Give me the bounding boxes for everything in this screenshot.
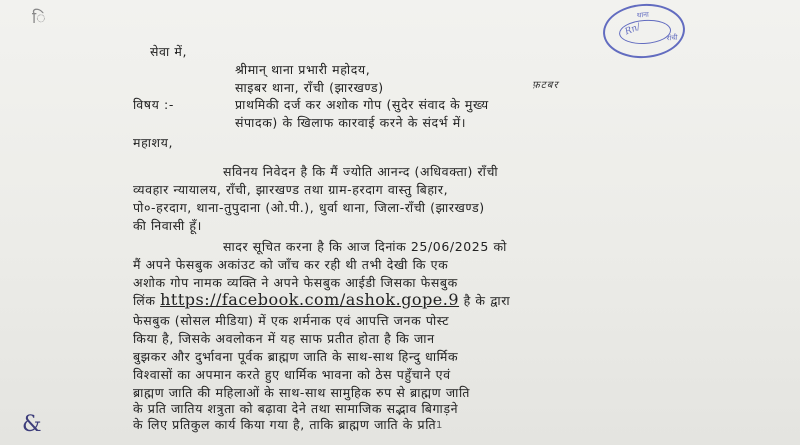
para2-line-8: विश्वासों का अपमान करते हुए धार्मिक भावना को ठेस पहुँचाने एवं	[133, 367, 451, 382]
facebook-profile-link[interactable]: https://facebook.com/ashok.gope.9	[160, 290, 460, 309]
para2-line-10: के प्रति जातिय शत्रुता को बढ़ावा देने तथा सामाजिक सद्भाव बिगाड़ने	[133, 401, 459, 416]
para1-line-2: व्यवहार न्यायालय, राँची, झारखण्ड तथा ग्राम-हरदाग वास्तु बिहार,	[133, 182, 449, 197]
link-suffix: है के द्वारा	[463, 293, 511, 308]
subject-line-1	[235, 96, 745, 113]
para2-line-11: के लिए प्रतिकुल कार्य किया गया है, ताकि ब्राह्मण जाति के प्रति	[133, 417, 437, 432]
para2-line-4	[133, 290, 510, 309]
subject-label: विषय :-	[133, 97, 174, 112]
stamp-right-text: रांची	[666, 33, 678, 43]
para2-line-9: ब्राह्मण जाति की महिलाओं के साथ-साथ सामुहिक रुप से ब्राह्मण जाति	[133, 385, 470, 400]
para2-line-1: सादर सूचित करना है कि आज दिनांक 25/06/2025 को	[223, 239, 507, 254]
salutation-to: सेवा में,	[150, 44, 188, 59]
bottom-handwritten-mark: &	[22, 412, 42, 437]
para2-line-5: फेसबुक (सोसल मीडिया) में एक शर्मनाक एवं आपत्ति जनक पोस्ट	[133, 313, 450, 328]
subject-correction: फ़टबर	[532, 80, 559, 91]
subject-line-1-text: प्राथमिकी दर्ज कर अशोक गोप (सुदेर संवाद के मुख्य	[235, 97, 489, 112]
page-number: 1	[436, 420, 443, 431]
addressee-line-1: श्रीमान् थाना प्रभारी महोदय,	[235, 62, 371, 77]
corner-mark: ि	[32, 8, 46, 27]
para2-line-3: अशोक गोप नामक व्यक्ति ने अपने फेसबुक आईडी जिसका फेसबुक	[133, 275, 458, 290]
addressee-line-2: साइबर थाना, राँची (झारखण्ड)	[235, 80, 384, 95]
police-station-stamp	[601, 1, 687, 61]
para2-line-2: मैं अपने फेसबुक अकांउट को जाँच कर रही थी तभी देखी कि एक	[133, 257, 449, 272]
para1-line-3: पो०-हरदाग, थाना-तुपुदाना (ओ.पी.), धुर्वा थाना, जिला-राँची (झारखण्ड)	[133, 200, 485, 215]
para1-line-4: की निवासी हूँ।	[133, 218, 203, 233]
para2-line-7: बुझकर और दुर्भावना पूर्वक ब्राह्मण जाति के साथ-साथ हिन्दु धार्मिक	[133, 349, 459, 364]
greeting: महाशय,	[133, 135, 174, 150]
stamp-signature: Rn/	[623, 22, 642, 38]
subject-line-2: संपादक) के खिलाफ कारवाई करने के संदर्भ में।	[235, 115, 467, 130]
para1-line-1: सविनय निवेदन है कि मैं ज्योति आनन्द (अधिवक्ता) राँची	[223, 164, 499, 179]
link-prefix: लिंक	[133, 293, 156, 308]
stamp-top-text: थाना	[636, 10, 650, 20]
para2-line-6: किया है, जिसके अवलोकन में यह साफ प्रतीत होता है कि जान	[133, 331, 435, 346]
